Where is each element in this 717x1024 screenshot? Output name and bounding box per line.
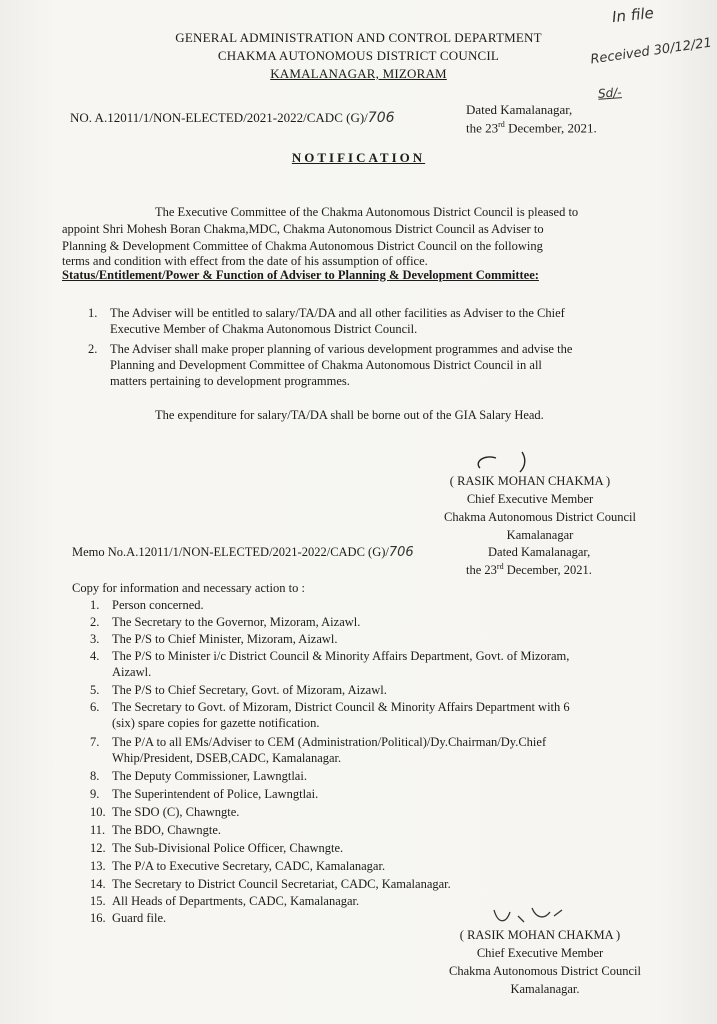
list-item-continuation: Executive Member of Chakma Autonomous District Council. [110, 322, 418, 336]
list-item-continuation: matters pertaining to development programmes. [110, 374, 350, 388]
list-item-continuation: Planning and Development Committee of Chakma Autonomous District Council in all [110, 358, 542, 372]
item-text: The P/S to Chief Minister, Mizoram, Aizawl. [112, 632, 338, 646]
handwritten-note-sd: Sd/- [597, 85, 623, 101]
item-text: The Sub-Divisional Police Officer, Chawngte. [112, 841, 344, 855]
item-number: 16. [90, 911, 106, 925]
signatory-title-2: Chief Executive Member [476, 946, 604, 960]
list-item [88, 342, 572, 358]
signatory-org-2: Chakma Autonomous District Council [448, 964, 641, 978]
reference-date-suffix: December, 2021. [504, 120, 597, 136]
memo-date-sup: rd [496, 562, 504, 571]
item-text: The Secretary to District Council Secretariat, CADC, Kamalanagar. [112, 877, 451, 891]
list-item-continuation: Aizawl. [112, 665, 152, 679]
header-department: GENERAL ADMINISTRATION AND CONTROL DEPARTMENT [175, 30, 542, 45]
section-heading: Status/Entitlement/Power & Function of Adviser to Planning & Development Committee: [62, 268, 539, 282]
item-number: 12. [90, 841, 106, 855]
list-item [90, 614, 360, 630]
reference-number-handwritten: 706 [367, 110, 395, 126]
notification-title: NOTIFICATION [291, 150, 426, 165]
item-text: The BDO, Chawngte. [112, 823, 222, 837]
header-council: CHAKMA AUTONOMOUS DISTRICT COUNCIL [217, 48, 500, 63]
list-item [90, 804, 239, 820]
memo-dated: Dated Kamalanagar, [488, 545, 591, 559]
item-number: 6. [90, 700, 100, 714]
item-text: The SDO (C), Chawngte. [112, 805, 240, 819]
list-item [90, 734, 546, 750]
item-text: Person concerned. [112, 598, 204, 612]
copy-intro: Copy for information and necessary action to : [72, 581, 305, 595]
item-number: 9. [90, 787, 100, 801]
reference-date [466, 120, 597, 136]
signatory-place-1: Kamalanagar [506, 528, 574, 542]
item-number: 14. [90, 877, 106, 891]
item-number: 1. [90, 598, 100, 612]
memo-number-handwritten: 706 [388, 545, 414, 560]
item-number: 10. [90, 805, 106, 819]
intro-line-3: Planning & Development Committee of Chakma Autonomous District Council on the following [62, 239, 543, 253]
memo-number [72, 545, 414, 560]
reference-date-sup: rd [498, 120, 505, 129]
list-item [90, 858, 385, 874]
list-item [90, 786, 318, 802]
item-text: All Heads of Departments, CADC, Kamalanagar. [112, 894, 360, 908]
item-text: The P/A to Executive Secretary, CADC, Kamalanagar. [112, 859, 386, 873]
intro-line-4: terms and condition with effect from the date of his assumption of office. [62, 254, 428, 268]
reference-number-text: NO. A.12011/1/NON-ELECTED/2021-2022/CADC (G)/ [70, 110, 368, 125]
item-text: The Adviser will be entitled to salary/TA/DA and all other facilities as Adviser to the Chief [110, 306, 565, 320]
item-number: 7. [90, 735, 100, 749]
list-item-continuation: (six) spare copies for gazette notification. [112, 716, 320, 730]
item-text: The P/S to Chief Secretary, Govt. of Mizoram, Aizawl. [112, 683, 387, 697]
handwritten-note-file: In file [611, 3, 655, 27]
signature-scribble-1 [470, 448, 540, 476]
list-item [90, 768, 307, 784]
reference-dated: Dated Kamalanagar, [466, 102, 573, 117]
list-item [90, 876, 451, 892]
memo-number-text: Memo No.A.12011/1/NON-ELECTED/2021-2022/CADC (G)/ [72, 545, 389, 559]
item-text: Guard file. [112, 911, 167, 925]
item-text: The Adviser shall make proper planning of various development programmes and advise the [110, 342, 573, 356]
signatory-place-2: Kamalanagar. [510, 982, 580, 996]
list-item [90, 910, 166, 926]
item-number: 3. [90, 632, 100, 646]
list-item [90, 699, 570, 715]
item-text: The Superintendent of Police, Lawngtlai. [112, 787, 319, 801]
list-item [90, 682, 387, 698]
memo-date [466, 562, 592, 578]
signatory-name-1: ( RASIK MOHAN CHAKMA ) [449, 474, 611, 488]
signatory-name-2: ( RASIK MOHAN CHAKMA ) [459, 928, 621, 942]
item-number: 1. [88, 306, 98, 320]
list-item [90, 631, 338, 647]
intro-line-1: The Executive Committee of the Chakma Autonomous District Council is pleased to [155, 205, 579, 219]
item-number: 5. [90, 683, 100, 697]
item-number: 2. [90, 615, 100, 629]
item-text: The Deputy Commissioner, Lawngtlai. [112, 769, 307, 783]
item-text: The Secretary to the Governor, Mizoram, Aizawl. [112, 615, 361, 629]
signatory-org-1: Chakma Autonomous District Council [443, 510, 636, 524]
memo-date-prefix: the 23 [466, 563, 497, 578]
signature-scribble-2 [488, 902, 568, 928]
item-number: 11. [90, 823, 106, 837]
item-number: 4. [90, 649, 100, 663]
expenditure-line: The expenditure for salary/TA/DA shall be borne out of the GIA Salary Head. [155, 408, 544, 422]
reference-date-prefix: the 23 [466, 120, 499, 136]
reference-number [70, 110, 395, 126]
item-text: The P/S to Minister i/c District Council & Minority Affairs Department, Govt. of Mizoram, [112, 649, 570, 663]
list-item [90, 893, 359, 909]
item-number: 13. [90, 859, 106, 873]
list-item [90, 822, 221, 838]
list-item [88, 306, 565, 322]
item-number: 2. [88, 342, 98, 356]
item-number: 15. [90, 894, 106, 908]
item-text: The Secretary to Govt. of Mizoram, District Council & Minority Affairs Department with 6 [112, 700, 570, 714]
list-item-continuation: Whip/President, DSEB,CADC, Kamalanagar. [112, 751, 342, 765]
signatory-title-1: Chief Executive Member [466, 492, 594, 506]
item-text: The P/A to all EMs/Adviser to CEM (Administration/Political)/Dy.Chairman/Dy.Chief [112, 735, 547, 749]
list-item [90, 648, 569, 664]
list-item [90, 840, 343, 856]
intro-line-2: appoint Shri Mohesh Boran Chakma,MDC, Chakma Autonomous District Council as Adviser to [62, 222, 544, 236]
list-item [90, 597, 204, 613]
memo-date-suffix: December, 2021. [503, 563, 592, 578]
item-number: 8. [90, 769, 100, 783]
handwritten-note-received: Received 30/12/21 [589, 35, 713, 68]
header-place: KAMALANAGAR, MIZORAM [270, 66, 447, 81]
